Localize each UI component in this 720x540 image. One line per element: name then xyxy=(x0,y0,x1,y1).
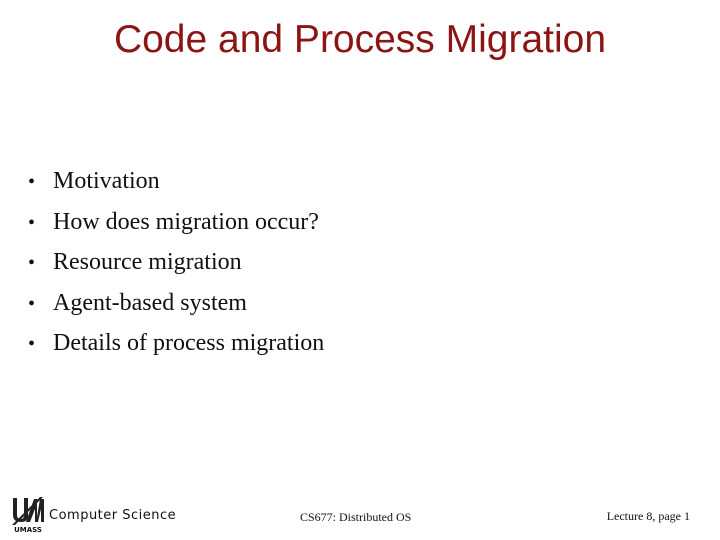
course-label: CS677: Distributed OS xyxy=(300,510,412,524)
bullet-list xyxy=(28,168,324,371)
logo-text: UMASS xyxy=(14,526,42,533)
bullet-icon: • xyxy=(28,252,36,274)
bullet-icon: • xyxy=(28,333,36,355)
umass-logo-icon xyxy=(10,495,46,533)
slide-title: Code and Process Migration xyxy=(113,18,607,61)
bullet-item xyxy=(28,168,324,209)
page-number: Lecture 8, page 1 xyxy=(606,509,690,523)
bullet-item xyxy=(28,209,324,250)
bullet-text: How does migration occur? xyxy=(53,208,319,235)
department-label: Computer Science xyxy=(49,508,177,523)
bullet-text: Details of process migration xyxy=(53,330,325,356)
bullet-icon: • xyxy=(28,292,36,315)
slide-footer xyxy=(0,490,720,540)
bullet-text: Motivation xyxy=(53,168,160,194)
bullet-icon: • xyxy=(28,171,36,193)
bullet-text: Agent-based system xyxy=(53,289,247,316)
bullet-icon: • xyxy=(28,211,36,234)
bullet-text: Resource migration xyxy=(53,249,242,275)
bullet-item xyxy=(28,330,324,371)
bullet-item xyxy=(28,290,324,331)
bullet-item xyxy=(28,249,324,290)
